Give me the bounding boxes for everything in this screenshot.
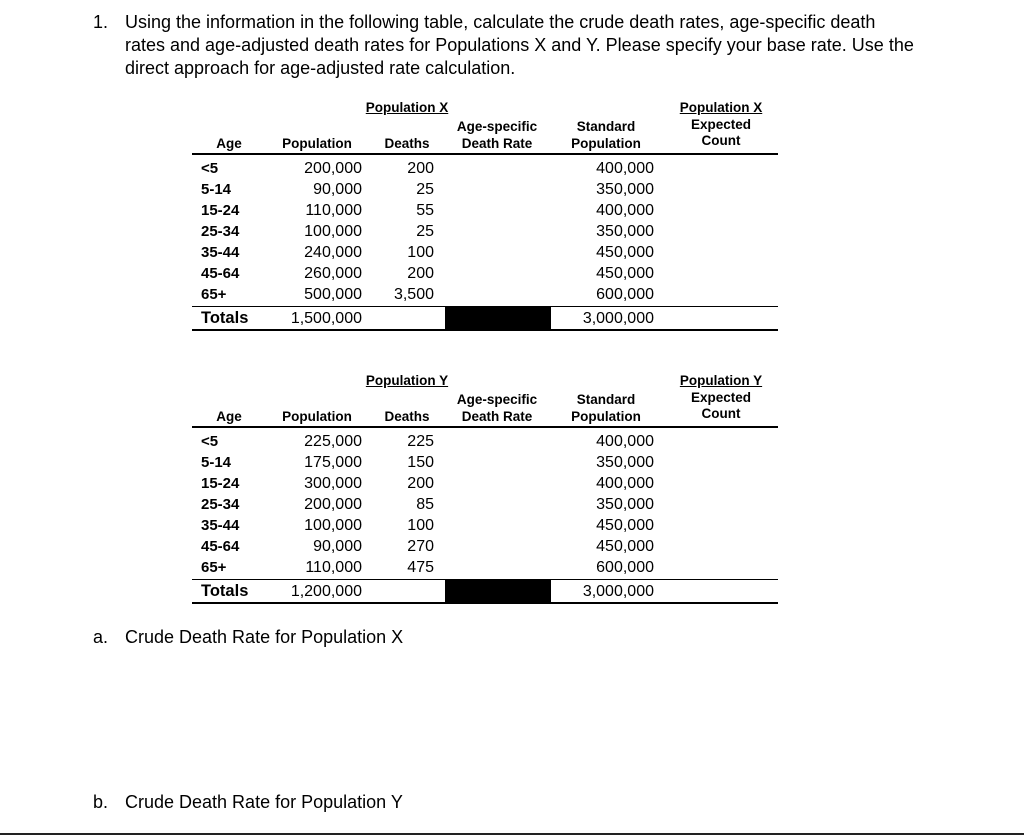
- table-row: [192, 473, 778, 494]
- standard-population-cell: 350,000: [596, 496, 654, 513]
- table-row: [192, 494, 778, 515]
- asdr-header-line2: Death Rate: [461, 135, 533, 151]
- population-cell: 200,000: [304, 160, 362, 177]
- table-row: [192, 200, 778, 221]
- std-header-line2: Population: [571, 135, 641, 151]
- deaths-cell: 200: [407, 475, 434, 492]
- deaths-cell: 25: [416, 181, 434, 198]
- deaths-header: Deaths: [384, 136, 430, 151]
- population-cell: 225,000: [304, 433, 362, 450]
- expected-count-header: [662, 373, 780, 423]
- standard-population-cell: 400,000: [596, 475, 654, 492]
- population-cell: 175,000: [304, 454, 362, 471]
- population-cell: 500,000: [304, 286, 362, 303]
- age-cell: 5-14: [201, 181, 232, 198]
- std-header-line2: Population: [571, 408, 641, 424]
- asdr-header-line1: Age-specific: [456, 119, 538, 134]
- age-cell: 65+: [201, 286, 227, 303]
- totals-row: [192, 308, 778, 329]
- expected-header-line1: Population X: [679, 100, 763, 115]
- expected-header-line3: Count: [701, 133, 741, 148]
- expected-count-header: [662, 100, 780, 150]
- table-row: [192, 221, 778, 242]
- age-cell: 45-64: [201, 265, 240, 282]
- totals-population: 1,200,000: [290, 583, 362, 600]
- table-row: [192, 284, 778, 305]
- age-cell: 15-24: [201, 202, 240, 219]
- deaths-cell: 150: [407, 454, 434, 471]
- age-cell: 65+: [201, 559, 227, 576]
- age-cell: <5: [201, 433, 219, 450]
- population-cell: 100,000: [304, 223, 362, 240]
- totals-label: Totals: [201, 309, 249, 327]
- age-cell: 45-64: [201, 538, 240, 555]
- asdr-header: [444, 119, 550, 152]
- population-cell: 240,000: [304, 244, 362, 261]
- population-cell: 300,000: [304, 475, 362, 492]
- asdr-header-line1: Age-specific: [456, 392, 538, 407]
- population-cell: 260,000: [304, 265, 362, 282]
- standard-population-cell: 350,000: [596, 454, 654, 471]
- totals-row: [192, 581, 778, 602]
- standard-population-header: [552, 119, 660, 152]
- part-a-text: Crude Death Rate for Population X: [125, 627, 404, 647]
- deaths-cell: 85: [416, 496, 434, 513]
- standard-population-cell: 350,000: [596, 181, 654, 198]
- std-header-line1: Standard: [576, 119, 636, 134]
- table-row: [192, 536, 778, 557]
- population-cell: 110,000: [305, 559, 362, 576]
- standard-population-cell: 400,000: [596, 433, 654, 450]
- deaths-cell: 475: [407, 559, 434, 576]
- standard-population-cell: 450,000: [596, 244, 654, 261]
- deaths-cell: 200: [407, 160, 434, 177]
- deaths-cell: 25: [416, 223, 434, 240]
- standard-population-header: [552, 392, 660, 425]
- totals-rule-bottom: [192, 602, 778, 604]
- population-x-group-header: Population X: [365, 100, 449, 115]
- table-row: [192, 515, 778, 536]
- age-header: Age: [216, 136, 242, 151]
- population-header: Population: [282, 409, 352, 424]
- population-x-table: [192, 98, 778, 338]
- standard-population-cell: 400,000: [596, 160, 654, 177]
- part-b-label: b.: [93, 792, 109, 812]
- age-cell: 5-14: [201, 454, 232, 471]
- population-cell: 90,000: [313, 538, 362, 555]
- age-cell: 25-34: [201, 496, 240, 513]
- question-text: Using the information in the following table, calculate the crude death rates, age-specific death rates and age-adjusted death rates for Populations X and Y. Please specify your base rate. Use the direct approach for age-adjusted rate calculation.: [125, 12, 914, 78]
- expected-header-line2: Expected: [690, 116, 752, 132]
- deaths-cell: 100: [407, 244, 434, 261]
- population-cell: 90,000: [313, 181, 362, 198]
- table-row: [192, 179, 778, 200]
- deaths-cell: 55: [416, 202, 434, 219]
- part-a-label: a.: [93, 627, 109, 647]
- age-cell: 35-44: [201, 244, 240, 261]
- population-cell: 200,000: [304, 496, 362, 513]
- asdr-header-line2: Death Rate: [461, 408, 533, 424]
- age-cell: 25-34: [201, 223, 240, 240]
- population-y-group-header: Population Y: [365, 373, 449, 388]
- population-y-table: [192, 371, 778, 611]
- age-cell: <5: [201, 160, 219, 177]
- std-header-line1: Standard: [576, 392, 636, 407]
- standard-population-cell: 450,000: [596, 517, 654, 534]
- deaths-cell: 270: [407, 538, 434, 555]
- standard-population-cell: 400,000: [596, 202, 654, 219]
- totals-label: Totals: [201, 582, 249, 600]
- table-row: [192, 263, 778, 284]
- header-rule: [192, 153, 778, 155]
- table-row: [192, 158, 778, 179]
- header-rule: [192, 426, 778, 428]
- totals-population: 1,500,000: [290, 310, 362, 327]
- question-number: 1.: [93, 12, 109, 32]
- totals-standard: 3,000,000: [582, 583, 654, 600]
- table-row: [192, 557, 778, 578]
- page-bottom-rule: [0, 833, 1024, 835]
- totals-rule-bottom: [192, 329, 778, 331]
- deaths-cell: 225: [407, 433, 434, 450]
- deaths-header: Deaths: [384, 409, 430, 424]
- standard-population-cell: 600,000: [596, 286, 654, 303]
- table-row: [192, 431, 778, 452]
- age-cell: 35-44: [201, 517, 240, 534]
- standard-population-cell: 450,000: [596, 265, 654, 282]
- expected-header-line2: Expected: [690, 389, 752, 405]
- standard-population-cell: 350,000: [596, 223, 654, 240]
- standard-population-cell: 450,000: [596, 538, 654, 555]
- expected-header-line3: Count: [701, 406, 741, 421]
- deaths-cell: 200: [407, 265, 434, 282]
- population-cell: 100,000: [304, 517, 362, 534]
- table-row: [192, 242, 778, 263]
- part-b-text: Crude Death Rate for Population Y: [125, 792, 403, 812]
- table-row: [192, 452, 778, 473]
- standard-population-cell: 600,000: [596, 559, 654, 576]
- age-cell: 15-24: [201, 475, 240, 492]
- totals-standard: 3,000,000: [582, 310, 654, 327]
- deaths-cell: 100: [407, 517, 434, 534]
- deaths-cell: 3,500: [393, 286, 434, 303]
- population-cell: 110,000: [305, 202, 362, 219]
- age-header: Age: [216, 409, 242, 424]
- population-header: Population: [282, 136, 352, 151]
- expected-header-line1: Population Y: [679, 373, 763, 388]
- asdr-header: [444, 392, 550, 425]
